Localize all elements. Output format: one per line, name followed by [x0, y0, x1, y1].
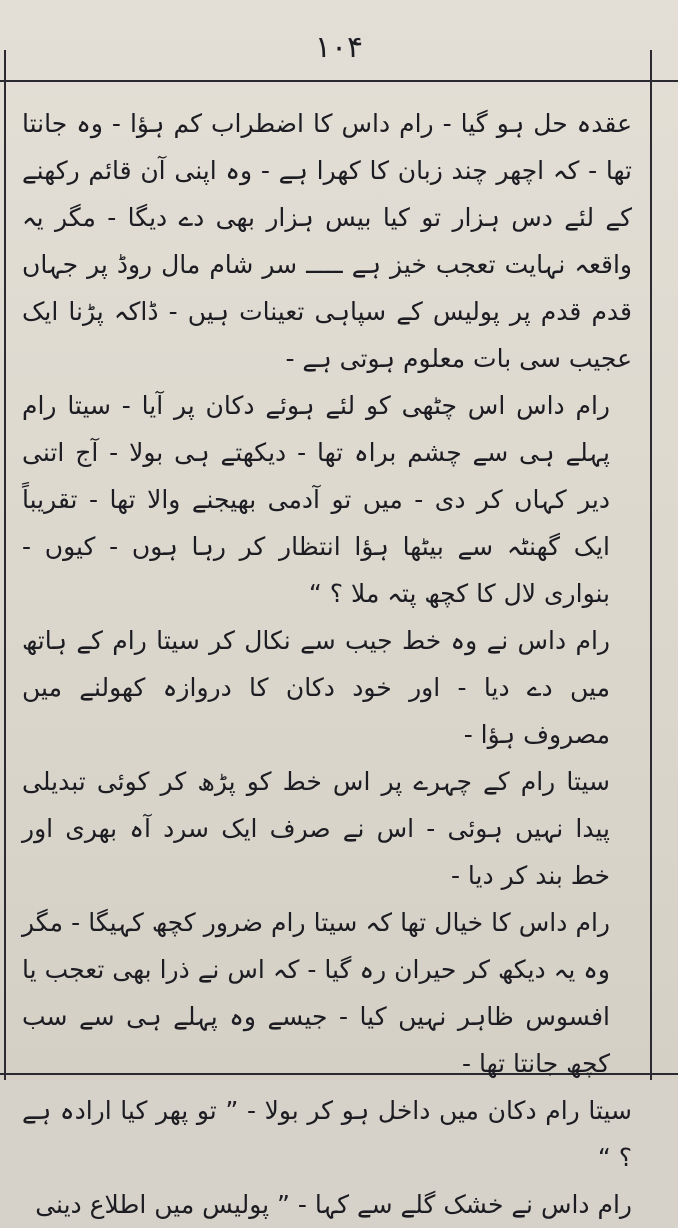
paragraph: رام داس کا خیال تھا کہ سیتا رام ضرور کچھ کہیگا - مگر وہ یہ دیکھ کر حیران رہ گیا - کہ اس نے ذرا بھی تعجب یا افسوس ظاہر نہیں کیا - جیسے وہ پہلے ہی سے سب کچھ جانتا تھا -: [22, 908, 610, 1078]
left-border-rule: [4, 50, 6, 1080]
paragraph: رام داس اس چٹھی کو لئے ہوئے دکان پر آیا - سیتا رام پہلے ہی سے چشم براہ تھا - دیکھتے ہی بولا - آج اتنی دیر کہاں کر دی - میں تو آدمی بھیجنے والا تھا - تقریباً ایک گھنٹہ سے بیٹھا ہؤا انتظار کر رہا ہوں - کیوں - بنواری لال کا کچھ پتہ ملا ؟ “: [22, 391, 610, 608]
body-text: [22, 100, 632, 1228]
paragraph: عقدہ حل ہو گیا - رام داس کا اضطراب کم ہؤا - وہ جانتا تھا - کہ اچھر چند زبان کا کھرا ہے - وہ اپنی آن قائم رکھنے کے لئے دس ہزار تو کیا بیس ہزار بھی دے دیگا - مگر یہ واقعہ نہایت تعجب خیز ہے ـــــ سر شام مال روڈ پر جہاں قدم قدم پر پولیس کے سپاہی تعینات ہیں - ڈاکہ پڑنا ایک عجیب سی بات معلوم ہوتی ہے -: [22, 109, 632, 373]
paragraph: رام داس نے خشک گلے سے کہا - ” پولیس میں اطلاع دینی: [35, 1190, 632, 1219]
paragraph: سیتا رام کے چہرے پر اس خط کو پڑھ کر کوئی تبدیلی پیدا نہیں ہوئی - اس نے صرف ایک سرد آہ بھری اور خط بند کر دیا -: [22, 767, 610, 890]
top-border-rule: [0, 80, 678, 82]
paragraph: رام داس نے وہ خط جیب سے نکال کر سیتا رام کے ہاتھ میں دے دیا - اور خود دکان کا دروازہ کھولنے میں مصروف ہؤا -: [22, 626, 610, 749]
paragraph: سیتا رام دکان میں داخل ہو کر بولا - ” تو پھر کیا ارادہ ہے ؟ “: [22, 1096, 632, 1172]
page-number: ۱۰۴: [314, 30, 364, 65]
right-border-rule: [650, 50, 652, 1080]
